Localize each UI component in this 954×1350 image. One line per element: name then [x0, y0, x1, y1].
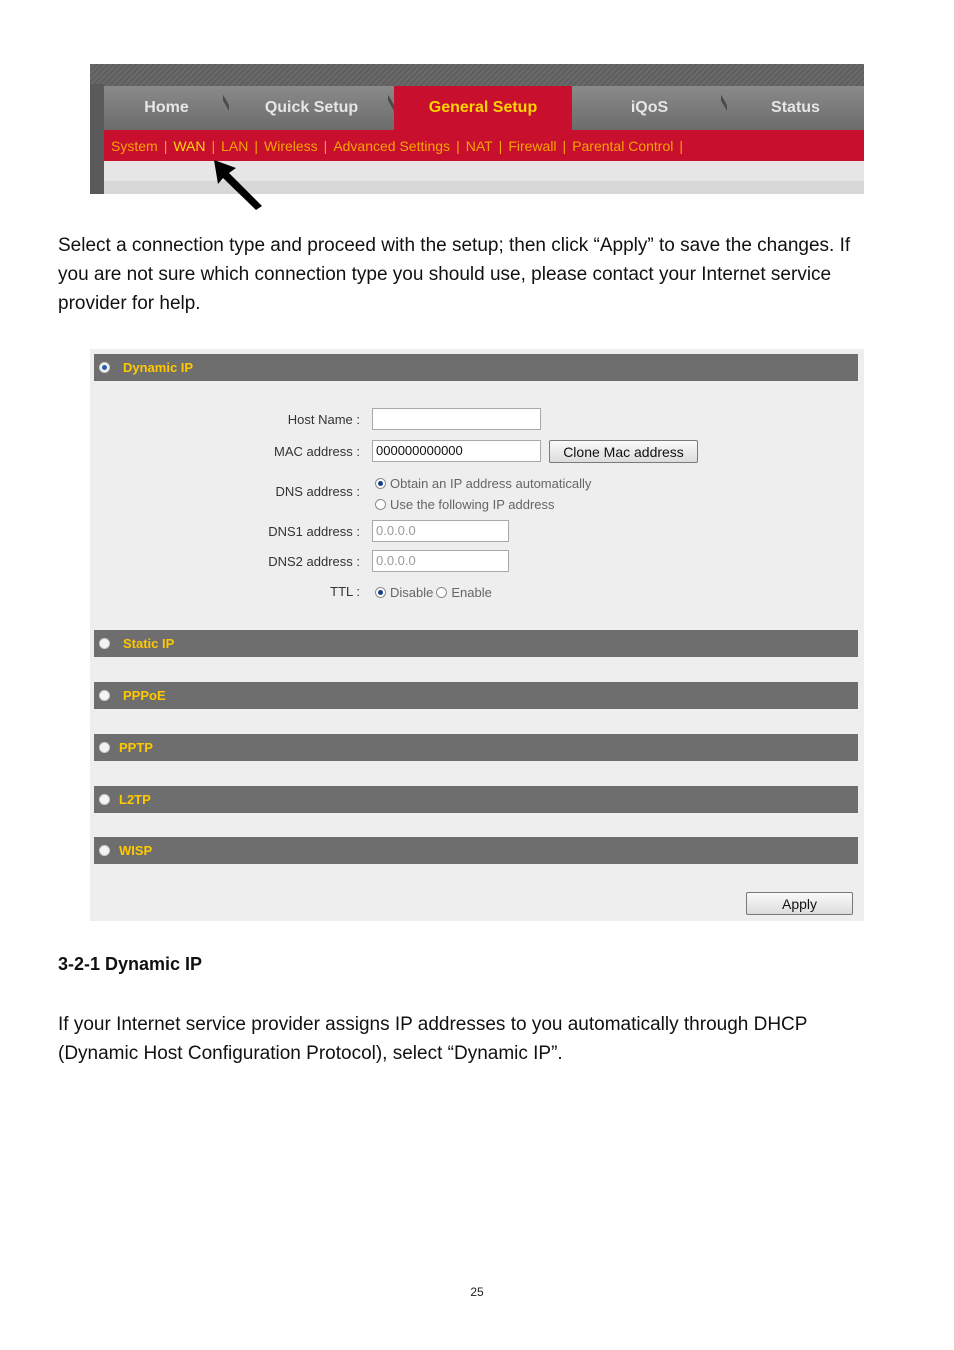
- section-label: L2TP: [119, 792, 151, 807]
- sub-navigation: [104, 130, 864, 161]
- dns-auto-label: Obtain an IP address automatically: [390, 476, 592, 491]
- dns-auto-option[interactable]: [375, 476, 591, 491]
- tab-home[interactable]: Home: [104, 86, 229, 130]
- section-label: WISP: [119, 843, 153, 858]
- nav-left-strip: [90, 84, 104, 194]
- section-static-ip[interactable]: [94, 630, 858, 657]
- subtab-advanced-settings[interactable]: Advanced Settings: [333, 137, 451, 154]
- section-paragraph: If your Internet service provider assigns IP addresses to you automatically through DHCP (Dynamic Host Configuration Protocol), select “Dynamic IP”.: [58, 1014, 808, 1064]
- radio-icon[interactable]: [99, 690, 110, 701]
- router-nav-screenshot: [90, 64, 864, 194]
- tab-status[interactable]: Status: [727, 86, 864, 130]
- subtab-firewall[interactable]: Firewall: [508, 137, 557, 154]
- tab-general-setup[interactable]: General Setup: [394, 86, 572, 130]
- section-dynamic-ip[interactable]: [94, 354, 858, 381]
- mac-address-label: MAC address :: [274, 444, 360, 459]
- radio-icon[interactable]: [99, 362, 110, 373]
- tab-iqos[interactable]: iQoS: [572, 86, 727, 130]
- page-number: 25: [470, 1285, 484, 1299]
- ttl-options: [375, 585, 492, 600]
- intro-paragraph: Select a connection type and proceed with the setup; then click “Apply” to save the changes. If you are not sure which connection type you should use, please contact your Internet service provider for help.: [58, 235, 851, 314]
- mac-address-input[interactable]: 000000000000: [372, 440, 541, 462]
- radio-icon[interactable]: [99, 845, 110, 856]
- radio-icon[interactable]: [375, 499, 386, 510]
- subtab-wan[interactable]: WAN: [173, 137, 206, 154]
- host-name-input[interactable]: [372, 408, 541, 430]
- dns-manual-option[interactable]: [375, 497, 555, 512]
- subnav-divider: |: [254, 137, 258, 154]
- radio-icon[interactable]: [436, 587, 447, 598]
- main-tabs: [104, 86, 864, 130]
- clone-mac-button[interactable]: Clone Mac address: [549, 440, 698, 463]
- dns-address-label: DNS address :: [275, 484, 360, 499]
- ttl-disable-label: Disable: [390, 585, 434, 600]
- ttl-enable-label: Enable: [451, 585, 492, 600]
- radio-icon[interactable]: [99, 794, 110, 805]
- subtab-wireless[interactable]: Wireless: [264, 137, 318, 154]
- section-pptp[interactable]: [94, 734, 858, 761]
- section-pppoe[interactable]: [94, 682, 858, 709]
- tab-quick-setup[interactable]: Quick Setup: [229, 86, 394, 130]
- subnav-divider: |: [163, 137, 168, 154]
- subnav-divider: |: [562, 137, 567, 154]
- radio-icon[interactable]: [99, 742, 110, 753]
- dns1-address-label: DNS1 address :: [268, 524, 360, 539]
- subtab-nat[interactable]: NAT: [465, 137, 493, 154]
- dns1-address-input[interactable]: 0.0.0.0: [372, 520, 509, 542]
- radio-icon[interactable]: [375, 478, 386, 489]
- wan-form-screenshot: [90, 349, 864, 921]
- section-heading: 3-2-1 Dynamic IP: [58, 954, 203, 974]
- subtab-lan[interactable]: LAN: [221, 137, 249, 154]
- subtab-system[interactable]: System: [111, 137, 158, 154]
- section-wisp[interactable]: [94, 837, 858, 864]
- radio-icon[interactable]: [99, 638, 110, 649]
- dns2-address-label: DNS2 address :: [268, 554, 360, 569]
- pointer-arrow-icon: [212, 158, 268, 210]
- subnav-divider: |: [323, 137, 328, 154]
- section-label: Dynamic IP: [123, 360, 194, 375]
- section-label: Static IP: [123, 636, 175, 651]
- subnav-divider: |: [211, 137, 216, 154]
- subnav-divider: |: [679, 137, 683, 154]
- ttl-label: TTL :: [330, 584, 360, 599]
- dns2-address-input[interactable]: 0.0.0.0: [372, 550, 509, 572]
- section-label: PPPoE: [123, 688, 166, 703]
- dns-manual-label: Use the following IP address: [390, 497, 555, 512]
- host-name-label: Host Name :: [287, 412, 360, 427]
- subnav-divider: |: [498, 137, 503, 154]
- radio-icon[interactable]: [375, 587, 386, 598]
- apply-button[interactable]: Apply: [746, 892, 853, 915]
- subtab-parental-control[interactable]: Parental Control: [572, 137, 674, 154]
- section-l2tp[interactable]: [94, 786, 858, 813]
- section-label: PPTP: [119, 740, 153, 755]
- subnav-divider: |: [456, 137, 460, 154]
